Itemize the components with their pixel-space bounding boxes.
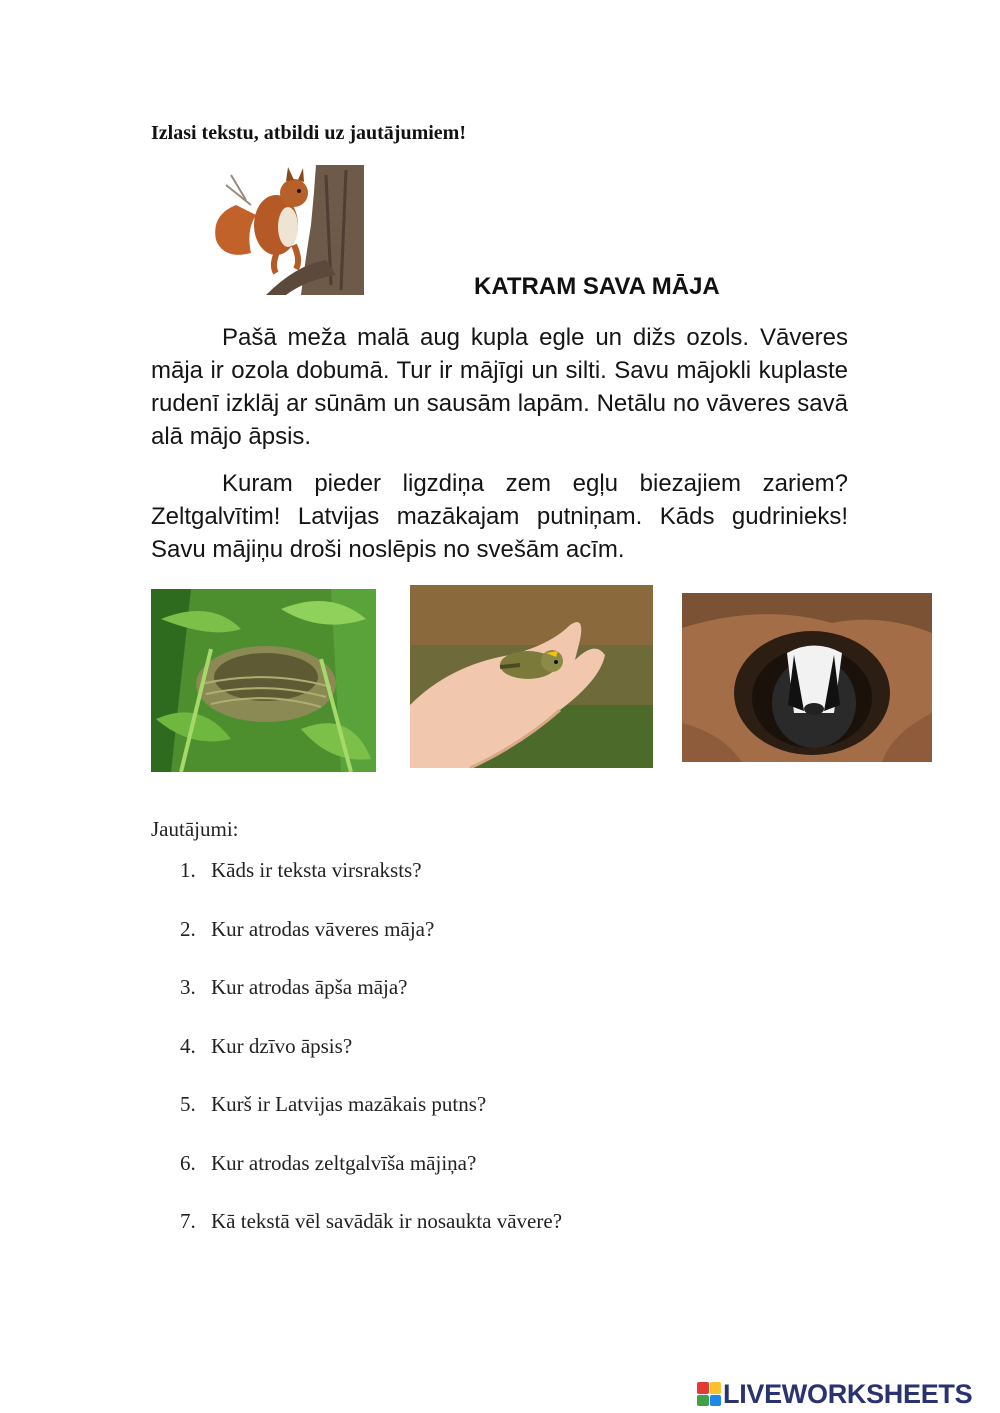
story-title: KATRAM SAVA MĀJA xyxy=(474,273,720,300)
questions-heading: Jautājumi: xyxy=(151,817,239,841)
story-paragraph-1: Pašā meža malā aug kupla egle un dižs ozols. Vāveres māja ir ozola dobumā. Tur ir mājīgi un silti. Savu mājokli kuplaste rudenī izklāj ar sūnām un sausām lapām. Netālu no vāveres savā alā mājo āpsis. xyxy=(151,324,848,450)
goldcrest-image xyxy=(410,585,653,768)
logo-square-green xyxy=(697,1395,709,1407)
story-paragraph-2: Kuram pieder ligzdiņa zem egļu biezajiem zariem? Zeltgalvītim! Latvijas mazākajam putniņam. Kāds gudrinieks! Savu mājiņu droši noslēpis no svešām acīm. xyxy=(151,470,848,563)
questions-list xyxy=(180,858,562,1268)
logo-square-blue xyxy=(710,1395,722,1407)
question-item: 6. Kur atrodas zeltgalvīša mājiņa? xyxy=(180,1150,477,1175)
question-item: 3. Kur atrodas āpša māja? xyxy=(180,975,408,999)
squirrel-image xyxy=(206,165,364,295)
liveworksheets-logo-icon xyxy=(697,1382,721,1406)
question-item: 1. Kāds ir teksta virsraksts? xyxy=(180,858,422,882)
liveworksheets-brand[interactable] xyxy=(697,1378,972,1410)
logo-square-yellow xyxy=(710,1382,722,1394)
logo-square-red xyxy=(697,1382,709,1394)
badger-image xyxy=(682,593,932,762)
nest-image xyxy=(151,589,376,772)
question-item: 4. Kur dzīvo āpsis? xyxy=(180,1033,353,1058)
question-item: 7. Kā tekstā vēl savādāk ir nosaukta vāvere? xyxy=(180,1209,563,1233)
instruction-text: Izlasi tekstu, atbildi uz jautājumiem! xyxy=(151,122,466,144)
liveworksheets-text: LIVEWORKSHEETS xyxy=(723,1378,973,1409)
question-item: 2. Kur atrodas vāveres māja? xyxy=(180,916,435,941)
question-item: 5. Kurš ir Latvijas mazākais putns? xyxy=(180,1092,487,1116)
